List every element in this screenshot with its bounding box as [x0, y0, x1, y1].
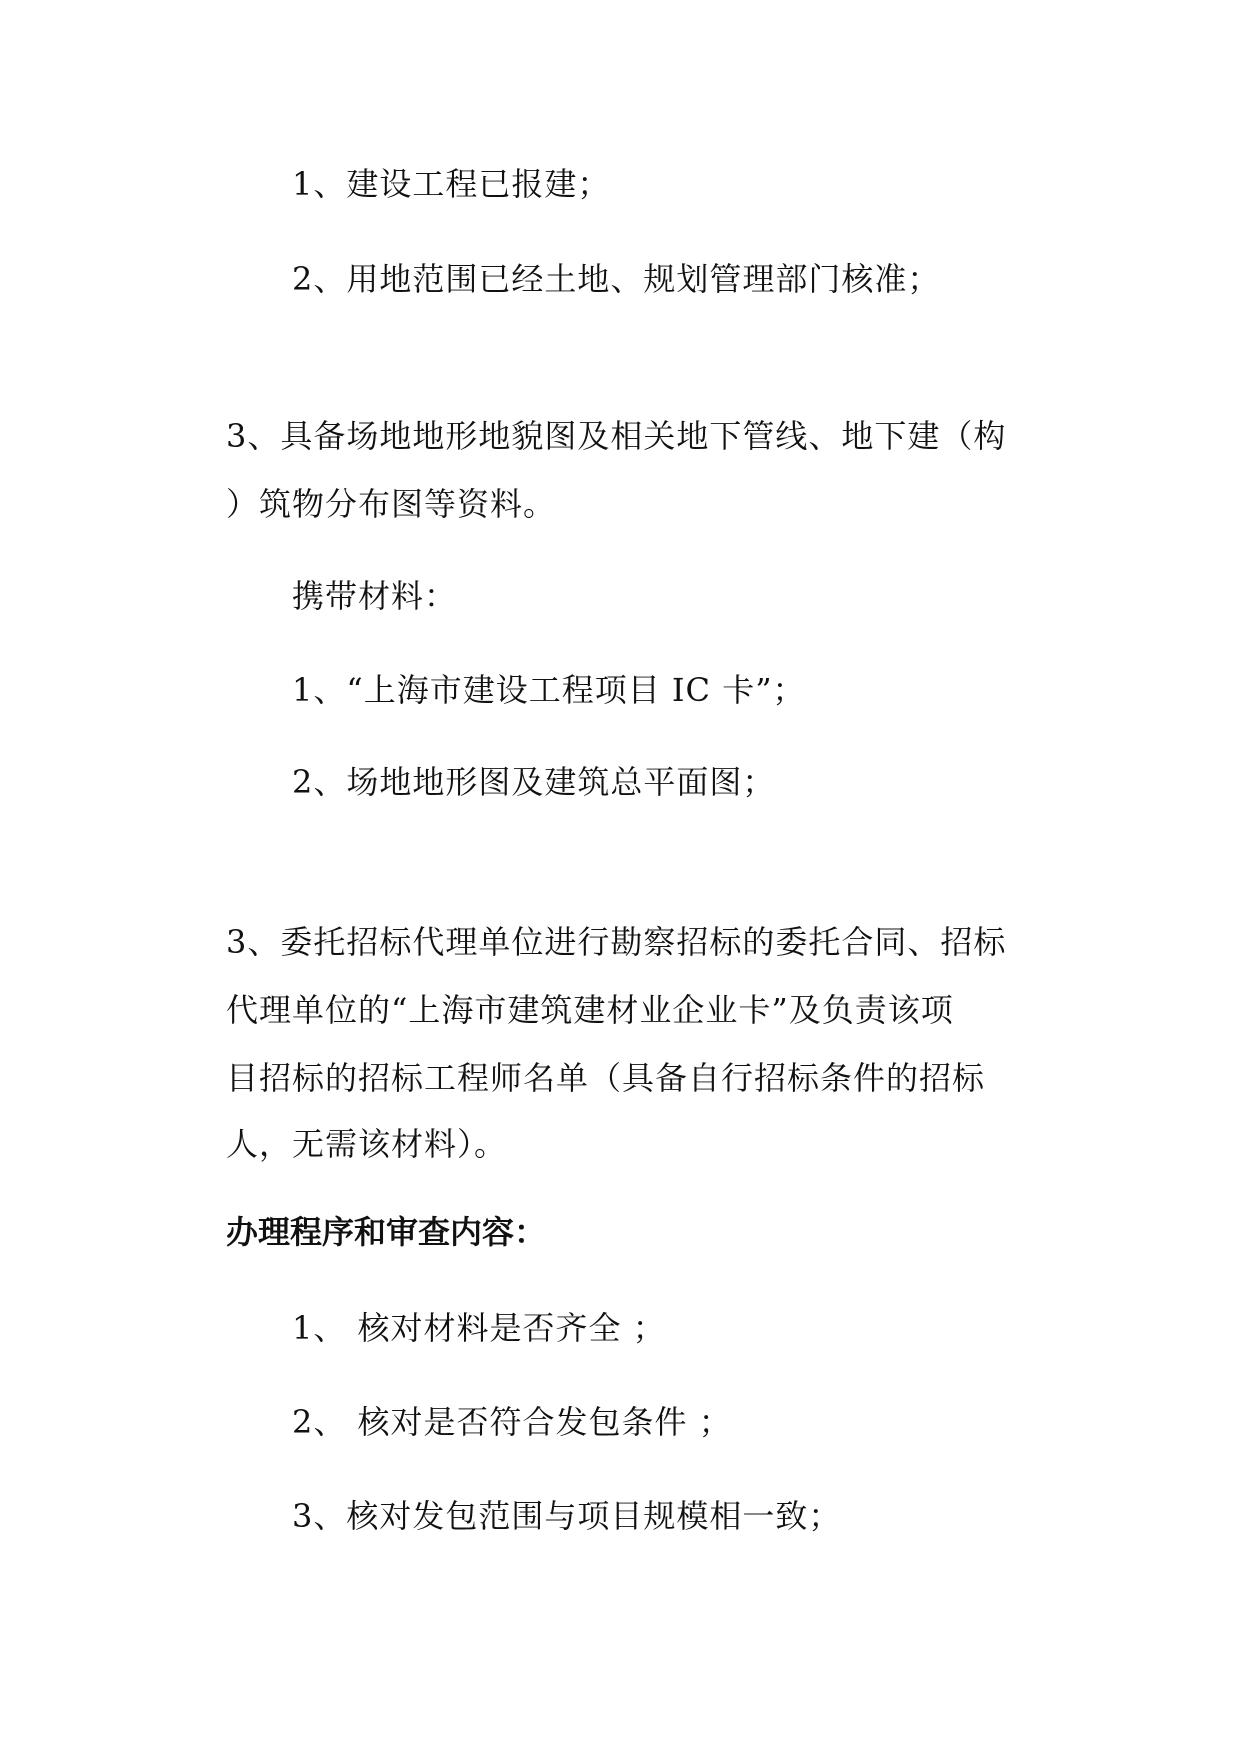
materials-item-3-line-3: 目招标的招标工程师名单（具备自行招标条件的招标: [226, 1059, 986, 1097]
procedure-item-3: 3、核对发包范围与项目规模相一致；: [292, 1497, 842, 1535]
materials-item-3-line-4: 人，无需该材料）。: [226, 1125, 508, 1163]
materials-item-3-line-1: 3、委托招标代理单位进行勘察招标的委托合同、招标: [226, 923, 1007, 961]
requirement-3-line-1: 3、具备场地地形地貌图及相关地下管线、地下建（构: [226, 417, 1007, 455]
requirement-3-line-2: ）筑物分布图等资料。: [226, 485, 557, 523]
procedure-item-2: 2、 核对是否符合发包条件 ；: [292, 1403, 732, 1441]
procedure-item-1: 1、 核对材料是否齐全 ；: [292, 1309, 666, 1347]
requirement-2: 2、用地范围已经土地、规划管理部门核准；: [292, 260, 941, 298]
materials-item-2: 2、场地地形图及建筑总平面图；: [292, 763, 776, 801]
procedure-heading: 办理程序和审查内容：: [226, 1213, 547, 1251]
materials-item-3-line-2: 代理单位的“上海市建筑建材业企业卡”及负责该项: [226, 991, 954, 1029]
requirement-1: 1、建设工程已报建；: [292, 165, 611, 203]
materials-heading: 携带材料：: [292, 577, 458, 615]
materials-item-1: 1、“上海市建设工程项目 IC 卡”；: [292, 671, 806, 709]
